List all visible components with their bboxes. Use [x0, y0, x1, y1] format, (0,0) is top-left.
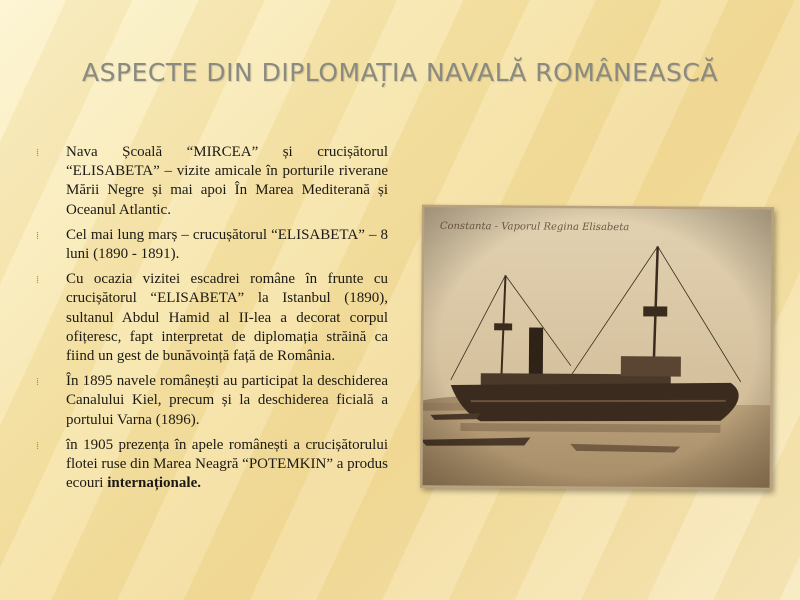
- photo-caption: Constanta - Vaporul Regina Elisabeta: [439, 220, 630, 234]
- bullet-marker-icon: ⁞: [36, 274, 40, 287]
- bullet-text-bold: internaționale.: [107, 475, 201, 492]
- bullet-marker-icon: ⁞: [36, 229, 40, 242]
- historic-ship-photo: [420, 205, 774, 490]
- bullet-item: [36, 270, 388, 366]
- photo-vignette: [420, 205, 774, 490]
- bullet-item: [36, 436, 388, 494]
- bullet-item: [36, 372, 388, 430]
- ship-photo-image: [420, 205, 774, 490]
- bullet-marker-icon: ⁞: [36, 147, 40, 159]
- bullet-text: În 1895 navele românești au participat la deschiderea Canalului Kiel, precum și la deschiderea ficială a portului Varna (1896).: [66, 373, 388, 428]
- bullet-text: Nava Școală “MIRCEA” și crucișătorul “ELISABETA” – vizite amicale în porturile riverane Mării Negre și mai apoi În Marea Mediterană și Oceanul Atlantic.: [66, 144, 388, 218]
- bullet-text: Cel mai lung marș – crucușătorul “ELISABETA” – 8 luni (1890 - 1891).: [66, 226, 388, 263]
- bullet-item: [36, 226, 388, 264]
- bullet-marker-icon: ⁞: [36, 376, 40, 389]
- bullet-text: în 1905 prezența în apele românești a crucișătorului flotei ruse din Marea Neagră “POTEMKIN” a produs ecouri: [66, 436, 388, 492]
- bullet-marker-icon: ⁞: [36, 439, 40, 452]
- slide-title: ASPECTE DIN DIPLOMAȚIA NAVALĂ ROMÂNEASCĂ: [82, 58, 718, 87]
- bullet-item: [36, 143, 388, 220]
- bullet-list: [36, 143, 388, 499]
- bullet-text: Cu ocazia vizitei escadrei române în frunte cu crucișătorul “ELISABETA” la Istanbul (1890), sultanul Abdul Hamid al II-lea a decorat corpul ofițeresc, fapt interpretat de diplomația străină ca fiind un gest de bunăvoință față de România.: [66, 271, 388, 365]
